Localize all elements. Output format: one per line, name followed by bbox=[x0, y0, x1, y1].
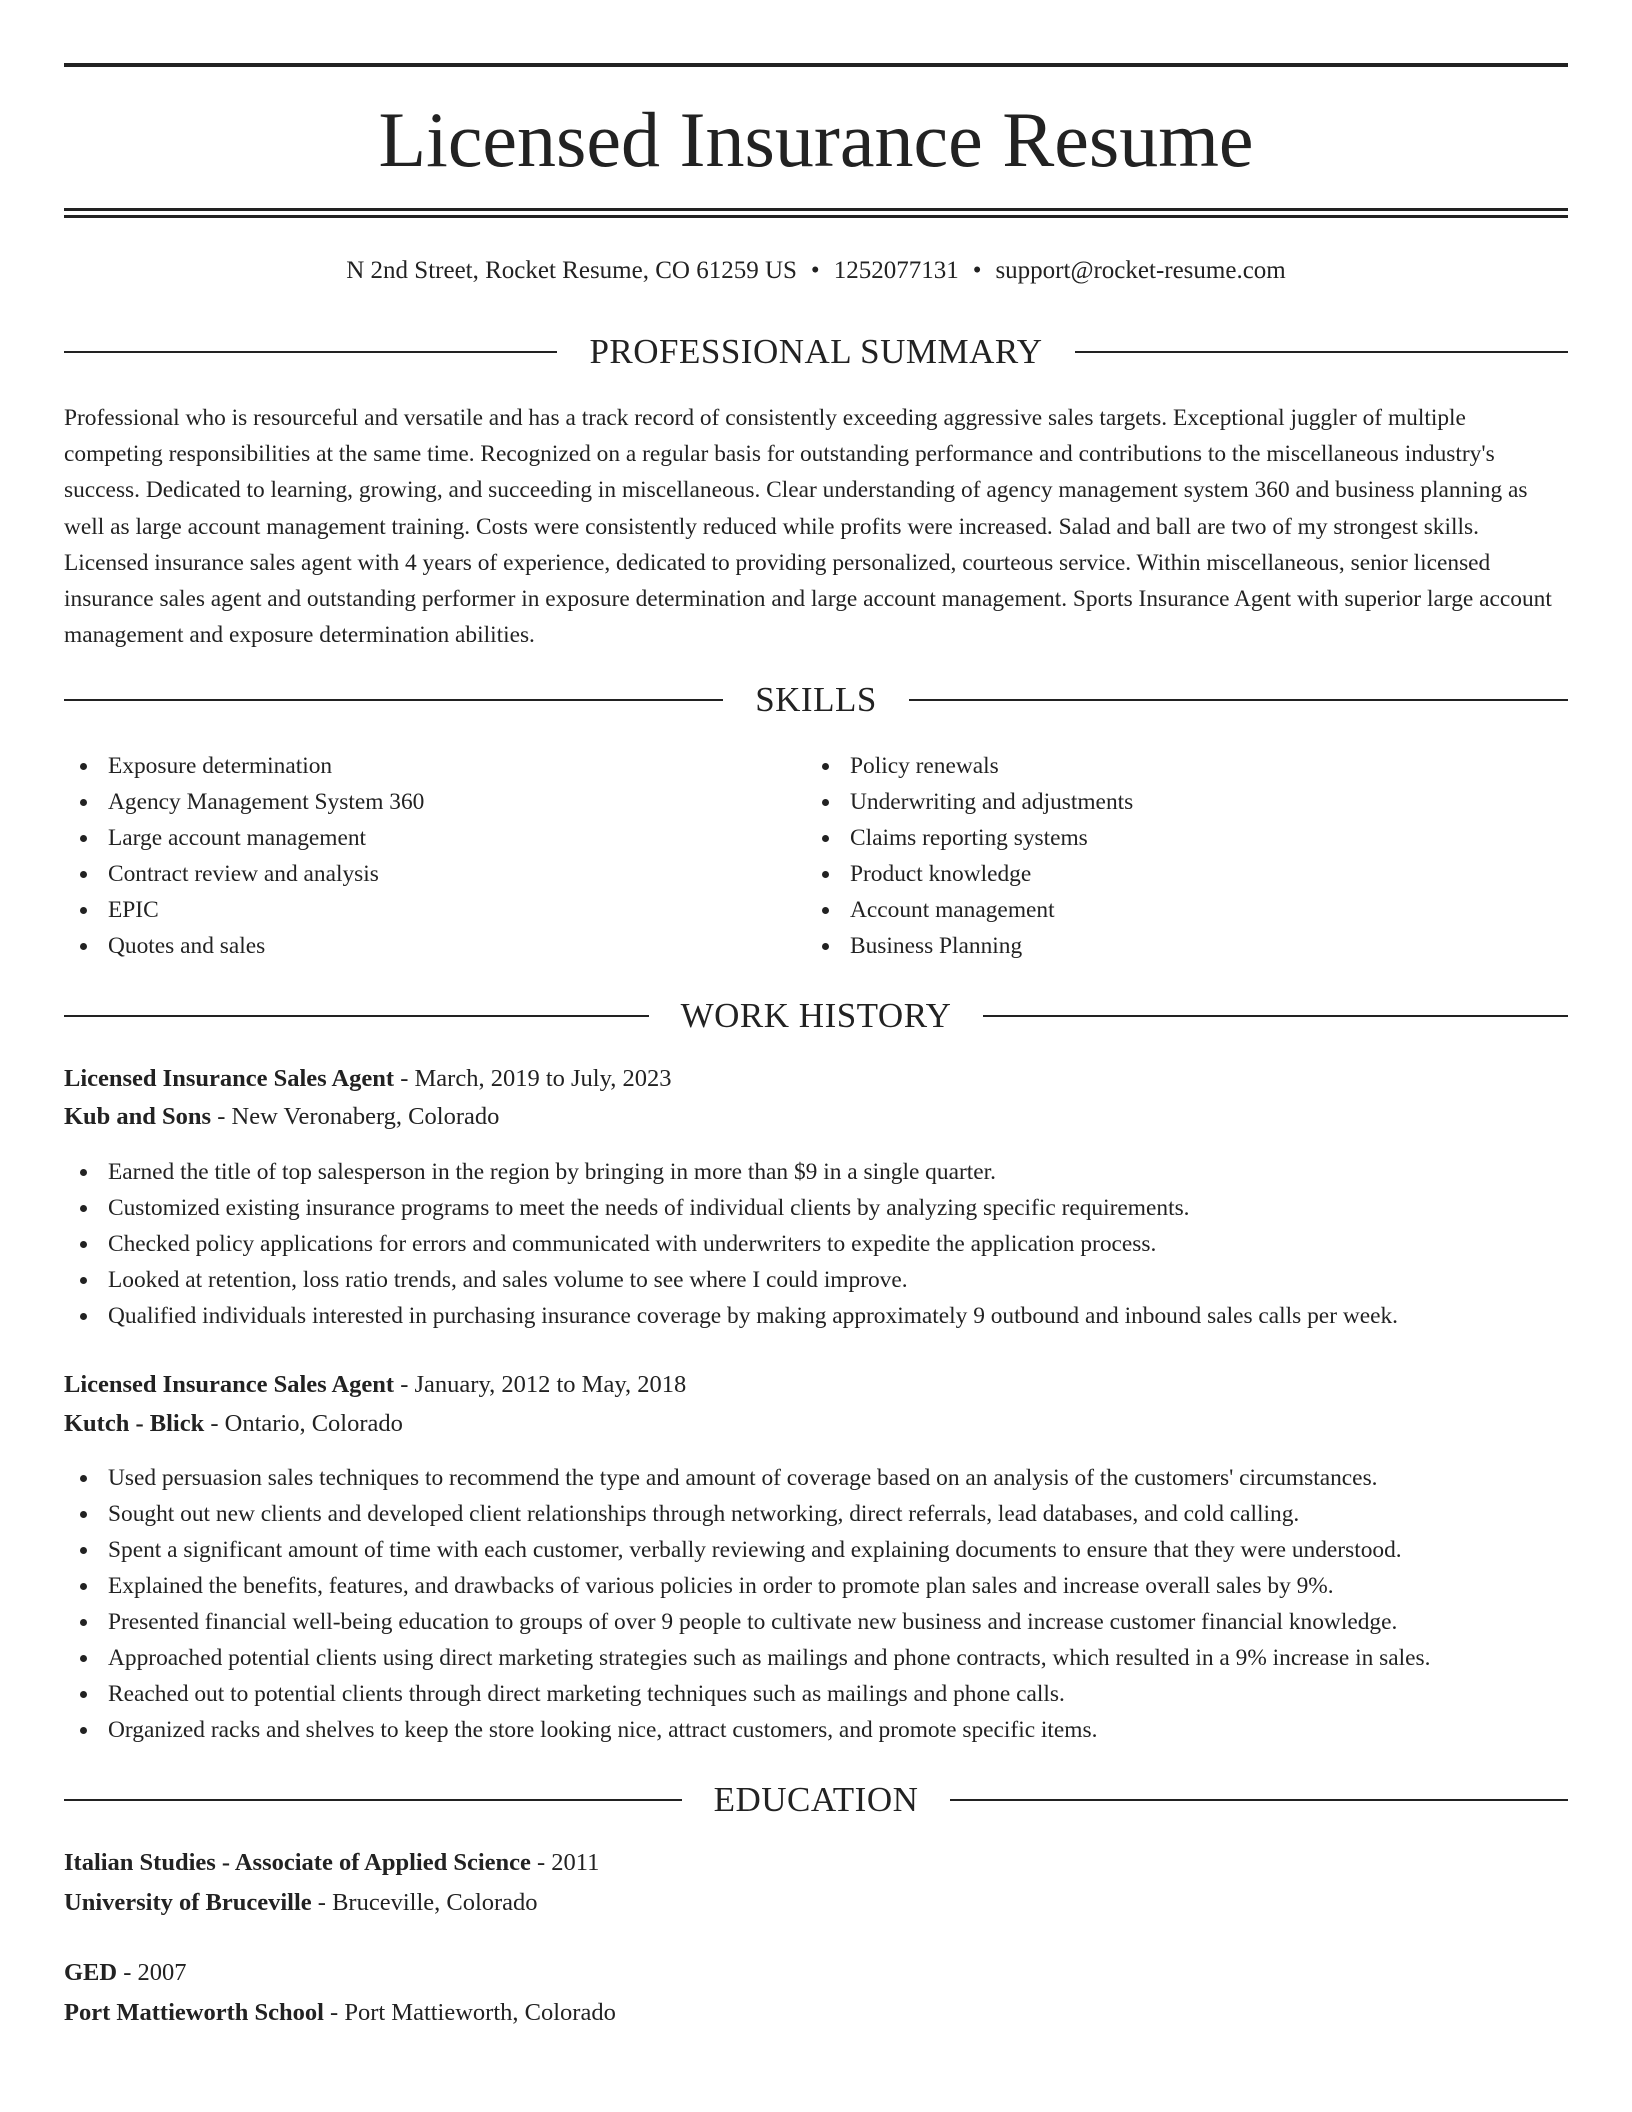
education-degree: GED bbox=[64, 1959, 118, 1986]
education-location: - Bruceville, Colorado bbox=[311, 1889, 538, 1916]
header-top-rule bbox=[64, 63, 1568, 67]
section-heading-label: SKILLS bbox=[755, 680, 877, 719]
skill-item: Agency Management System 360 bbox=[64, 784, 424, 820]
job-company: Kutch - Blick bbox=[64, 1410, 205, 1437]
skill-item: Large account management bbox=[64, 820, 424, 856]
job-company-line bbox=[64, 1099, 499, 1135]
education-degree-line bbox=[64, 1845, 599, 1881]
job-bullet: Qualified individuals interested in purchasing insurance coverage by making approximately 9 outbound and inbound sales calls per week. bbox=[64, 1298, 1568, 1334]
job-location: - New Veronaberg, Colorado bbox=[211, 1103, 500, 1130]
skill-item: Policy renewals bbox=[806, 748, 1133, 784]
education-location: - Port Mattieworth, Colorado bbox=[323, 1999, 616, 2026]
job-bullet: Presented financial well-being education to groups of over 9 people to cultivate new business and increase customer financial knowledge. bbox=[64, 1604, 1568, 1640]
summary-text: Professional who is resourceful and versatile and has a track record of consistently exceeding aggressive sales targets. Exceptional juggler of multiple competing responsibilities at the same time. Recognized on a regular basis for outstanding performance and contributions to the miscellaneous industry's success. Dedicated to learning, growing, and succeeding in miscellaneous. Clear understanding of agency management system 360 and business planning as well as large account management training. Costs were consistently reduced while profits were increased. Salad and ball are two of my strongest skills. Licensed insurance sales agent with 4 years of experience, dedicated to providing personalized, courteous service. Within miscellaneous, senior licensed insurance sales agent and outstanding performer in exposure determination and large account management. Sports Insurance Agent with superior large account management and exposure determination abilities. bbox=[64, 405, 1552, 649]
job-bullet: Reached out to potential clients through direct marketing techniques such as mailings and phone calls. bbox=[64, 1676, 1568, 1712]
contact-separator: • bbox=[972, 257, 982, 284]
skill-item: Claims reporting systems bbox=[806, 820, 1133, 856]
job-title: Licensed Insurance Sales Agent bbox=[64, 1065, 395, 1092]
job-company-line bbox=[64, 1406, 403, 1442]
job-bullet: Used persuasion sales techniques to recommend the type and amount of coverage based on an analysis of the customers' circumstances. bbox=[64, 1460, 1568, 1496]
job-title-line bbox=[64, 1367, 686, 1403]
contact-line bbox=[64, 254, 1568, 288]
job-title: Licensed Insurance Sales Agent bbox=[64, 1371, 395, 1398]
section-heading-skills bbox=[64, 677, 1568, 723]
job-bullet: Checked policy applications for errors and communicated with underwriters to expedite the application process. bbox=[64, 1226, 1568, 1262]
education-degree-line bbox=[64, 1955, 187, 1991]
skills-list-left bbox=[64, 748, 424, 964]
job-bullet: Approached potential clients using direct marketing strategies such as mailings and phone contracts, which resulted in a 9% increase in sales. bbox=[64, 1640, 1568, 1676]
education-year: - 2007 bbox=[117, 1959, 187, 1986]
contact-email: support@rocket-resume.com bbox=[995, 257, 1286, 284]
job-dates: - March, 2019 to July, 2023 bbox=[394, 1065, 672, 1092]
contact-phone: 1252077131 bbox=[833, 257, 959, 284]
section-heading-label: EDUCATION bbox=[713, 1780, 919, 1819]
job-bullet: Spent a significant amount of time with each customer, verbally reviewing and explaining documents to ensure that they were understood. bbox=[64, 1532, 1568, 1568]
skill-item: EPIC bbox=[64, 892, 424, 928]
skill-item: Quotes and sales bbox=[64, 928, 424, 964]
header-bottom-rule-1 bbox=[64, 208, 1568, 211]
job-dates: - January, 2012 to May, 2018 bbox=[394, 1371, 687, 1398]
skill-item: Exposure determination bbox=[64, 748, 424, 784]
skill-item: Product knowledge bbox=[806, 856, 1133, 892]
section-heading-label: WORK HISTORY bbox=[680, 996, 952, 1035]
education-school: University of Bruceville bbox=[64, 1889, 312, 1916]
job-location: - Ontario, Colorado bbox=[204, 1410, 403, 1437]
job-company: Kub and Sons bbox=[64, 1103, 212, 1130]
job-bullet: Organized racks and shelves to keep the store looking nice, attract customers, and promote specific items. bbox=[64, 1712, 1568, 1748]
job-bullet: Earned the title of top salesperson in the region by bringing in more than $9 in a single quarter. bbox=[64, 1154, 1568, 1190]
job-bullet: Looked at retention, loss ratio trends, and sales volume to see where I could improve. bbox=[64, 1262, 1568, 1298]
contact-separator: • bbox=[810, 257, 820, 284]
education-year: - 2011 bbox=[530, 1849, 600, 1876]
section-heading-work bbox=[64, 993, 1568, 1039]
job-bullets bbox=[64, 1154, 1568, 1334]
header-bottom-rule-2 bbox=[64, 215, 1568, 218]
education-school-line bbox=[64, 1885, 538, 1921]
job-bullet: Customized existing insurance programs to meet the needs of individual clients by analyzing specific requirements. bbox=[64, 1190, 1568, 1226]
skill-item: Business Planning bbox=[806, 928, 1133, 964]
education-degree: Italian Studies - Associate of Applied Science bbox=[64, 1849, 531, 1876]
skill-item: Underwriting and adjustments bbox=[806, 784, 1133, 820]
job-bullets bbox=[64, 1460, 1568, 1748]
contact-address: N 2nd Street, Rocket Resume, CO 61259 US bbox=[346, 257, 797, 284]
education-school: Port Mattieworth School bbox=[64, 1999, 324, 2026]
section-heading-summary bbox=[64, 329, 1568, 375]
section-heading-label: PROFESSIONAL SUMMARY bbox=[589, 332, 1043, 371]
skill-item: Contract review and analysis bbox=[64, 856, 424, 892]
skills-list-right bbox=[806, 748, 1133, 964]
section-heading-education bbox=[64, 1777, 1568, 1823]
skill-item: Account management bbox=[806, 892, 1133, 928]
resume-title: Licensed Insurance Resume bbox=[378, 96, 1254, 183]
education-school-line bbox=[64, 1995, 616, 2031]
job-bullet: Explained the benefits, features, and drawbacks of various policies in order to promote plan sales and increase overall sales by 9%. bbox=[64, 1568, 1568, 1604]
job-title-line bbox=[64, 1061, 672, 1097]
job-bullet: Sought out new clients and developed client relationships through networking, direct referrals, lead databases, and cold calling. bbox=[64, 1496, 1568, 1532]
